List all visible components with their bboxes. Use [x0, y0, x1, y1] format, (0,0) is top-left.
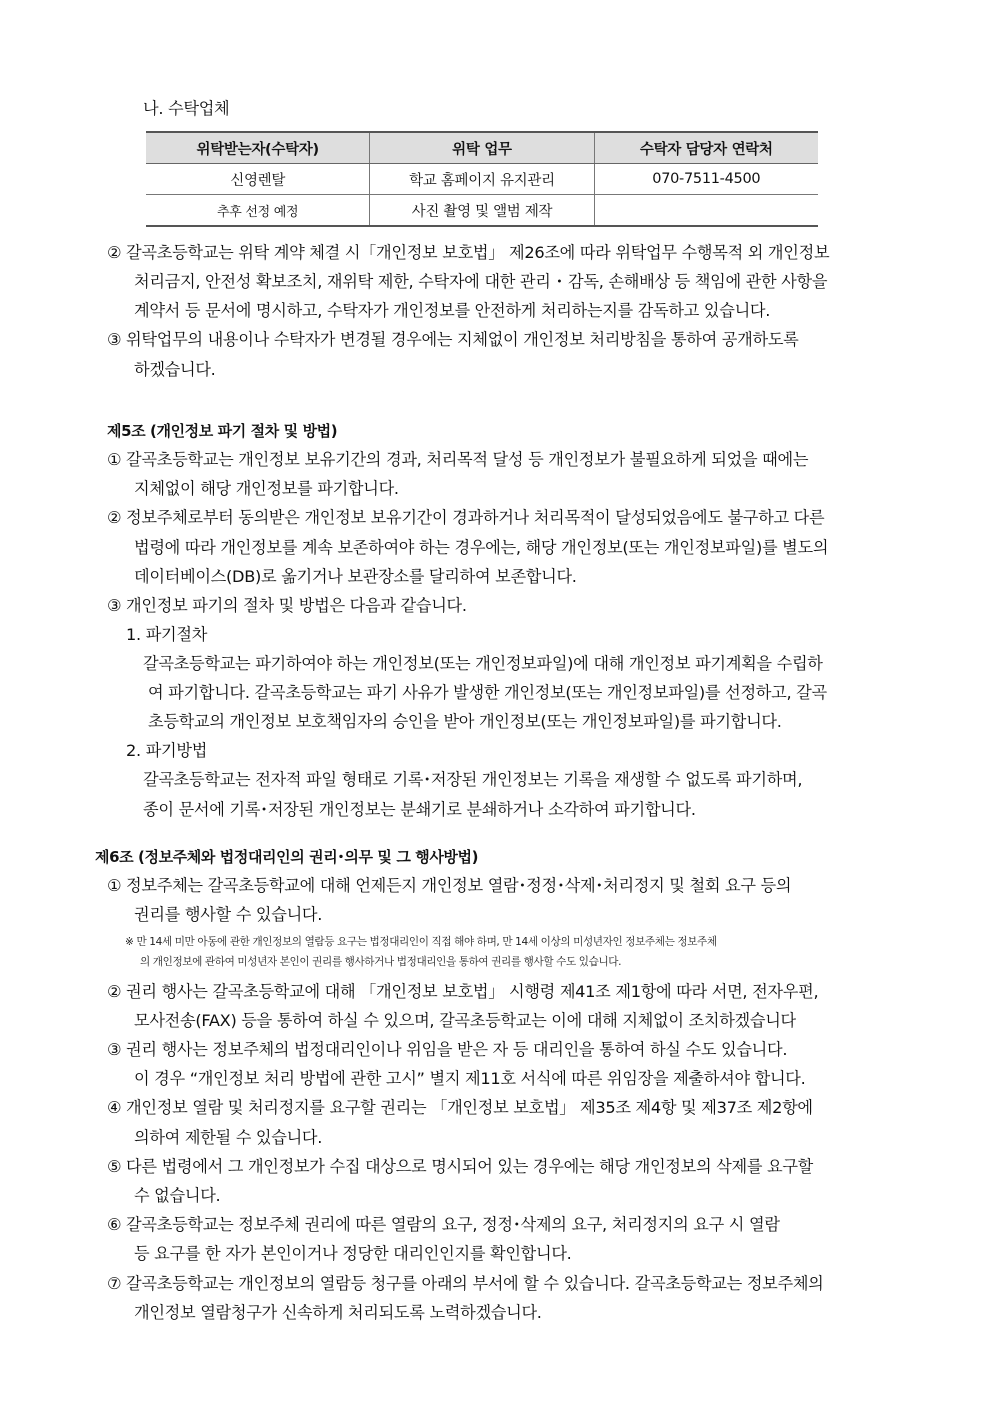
paragraph-line: 개인정보 열람청구가 신속하게 처리되도록 노력하겠습니다. — [134, 1303, 542, 1322]
table-cell — [594, 195, 818, 227]
table-header-row — [146, 132, 818, 164]
sub-heading: 2. 파기방법 — [126, 741, 208, 760]
article-5-heading: 제5조 (개인정보 파기 절차 및 방법) — [107, 422, 338, 440]
paragraph-line: ① 정보주체는 갈곡초등학교에 대해 언제든지 개인정보 열람･정정･삭제･처리정지 및 철회 요구 등의 — [107, 876, 792, 895]
paragraph-line: ⑦ 갈곡초등학교는 개인정보의 열람등 청구를 아래의 부서에 할 수 있습니다. 갈곡초등학교는 정보주체의 — [107, 1274, 824, 1293]
paragraph-line: ⑥ 갈곡초등학교는 정보주체 권리에 따른 열람의 요구, 정정･삭제의 요구, 처리정지의 요구 시 열람 — [107, 1215, 780, 1234]
table-cell: 학교 홈페이지 유지관리 — [370, 164, 594, 195]
table-header-cell: 위탁 업무 — [370, 132, 594, 164]
paragraph-line: ⑤ 다른 법령에서 그 개인정보가 수집 대상으로 명시되어 있는 경우에는 해당 개인정보의 삭제를 요구할 — [107, 1157, 814, 1176]
note-line: ※ 만 14세 미만 아동에 관한 개인정보의 열람등 요구는 법정대리인이 직접 해야 하며, 만 14세 이상의 미성년자인 정보주체는 정보주체 — [125, 936, 717, 948]
paragraph-line: 데이터베이스(DB)로 옮기거나 보관장소를 달리하여 보존합니다. — [134, 567, 577, 586]
note-line: 의 개인정보에 관하여 미성년자 본인이 권리를 행사하거나 법정대리인을 통하여 권리를 행사할 수도 있습니다. — [140, 956, 622, 968]
paragraph-line: ④ 개인정보 열람 및 처리정지를 요구할 권리는 「개인정보 보호법」 제35조 제4항 및 제37조 제2항에 — [107, 1098, 813, 1117]
paragraph-line: ③ 개인정보 파기의 절차 및 방법은 다음과 같습니다. — [107, 596, 467, 615]
paragraph-line: ② 정보주체로부터 동의받은 개인정보 보유기간이 경과하거나 처리목적이 달성되었음에도 불구하고 다른 — [107, 508, 825, 527]
paragraph-line: ③ 위탁업무의 내용이나 수탁자가 변경될 경우에는 지체없이 개인정보 처리방침을 통하여 공개하도록 — [107, 330, 799, 349]
paragraph-line: 수 없습니다. — [134, 1186, 221, 1205]
paragraph-line: 등 요구를 한 자가 본인이거나 정당한 대리인인지를 확인합니다. — [134, 1244, 572, 1263]
paragraph-line: 의하여 제한될 수 있습니다. — [134, 1128, 323, 1147]
paragraph-line: 갈곡초등학교는 파기하여야 하는 개인정보(또는 개인정보파일)에 대해 개인정보 파기계획을 수립하 — [143, 654, 823, 673]
table-cell: 사진 촬영 및 앨범 제작 — [370, 195, 594, 227]
paragraph-line: 종이 문서에 기록･저장된 개인정보는 분쇄기로 분쇄하거나 소각하여 파기합니다. — [143, 800, 696, 819]
paragraph-line: ② 갈곡초등학교는 위탁 계약 체결 시「개인정보 보호법」 제26조에 따라 위탁업무 수행목적 외 개인정보 — [107, 243, 830, 262]
sub-heading: 1. 파기절차 — [126, 625, 208, 644]
paragraph-line: 여 파기합니다. 갈곡초등학교는 파기 사유가 발생한 개인정보(또는 개인정보파일)를 선정하고, 갈곡 — [148, 683, 827, 702]
table-cell: 추후 선정 예정 — [146, 195, 370, 227]
article-6-heading: 제6조 (정보주체와 법정대리인의 권리･의무 및 그 행사방법) — [95, 848, 479, 866]
paragraph-line: ① 갈곡초등학교는 개인정보 보유기간의 경과, 처리목적 달성 등 개인정보가 불필요하게 되었을 때에는 — [107, 450, 809, 469]
paragraph-line: 초등학교의 개인정보 보호책임자의 승인을 받아 개인정보(또는 개인정보파일)를 파기합니다. — [148, 712, 782, 731]
paragraph-line: ② 권리 행사는 갈곡초등학교에 대해 「개인정보 보호법」 시행령 제41조 제1항에 따라 서면, 전자우편, — [107, 982, 819, 1001]
paragraph-line: 권리를 행사할 수 있습니다. — [134, 905, 323, 924]
table-header-cell: 수탁자 담당자 연락처 — [594, 132, 818, 164]
paragraph-line: 지체없이 해당 개인정보를 파기합니다. — [134, 479, 399, 498]
table-header-cell: 위탁받는자(수탁자) — [146, 132, 370, 164]
table-row — [146, 164, 818, 195]
paragraph-line: ③ 권리 행사는 정보주체의 법정대리인이나 위임을 받은 자 등 대리인을 통하여 하실 수도 있습니다. — [107, 1040, 788, 1059]
paragraph-line: 처리금지, 안전성 확보조치, 재위탁 제한, 수탁자에 대한 관리 ･ 감독, 손해배상 등 책임에 관한 사항을 — [134, 272, 828, 291]
contractor-table — [146, 131, 818, 227]
table-row — [146, 195, 818, 227]
paragraph-line: 하겠습니다. — [134, 360, 216, 379]
paragraph-line: 모사전송(FAX) 등을 통하여 하실 수 있으며, 갈곡초등학교는 이에 대해 지체없이 조치하겠습니다 — [134, 1011, 796, 1030]
table-cell: 신영렌탈 — [146, 164, 370, 195]
paragraph-line: 법령에 따라 개인정보를 계속 보존하여야 하는 경우에는, 해당 개인정보(또는 개인정보파일)를 별도의 — [134, 538, 829, 557]
table-cell: 070-7511-4500 — [594, 164, 818, 195]
paragraph-line: 갈곡초등학교는 전자적 파일 형태로 기록･저장된 개인정보는 기록을 재생할 수 없도록 파기하며, — [143, 770, 803, 789]
paragraph-line: 계약서 등 문서에 명시하고, 수탁자가 개인정보를 안전하게 처리하는지를 감독하고 있습니다. — [134, 301, 771, 320]
paragraph-line: 이 경우 “개인정보 처리 방법에 관한 고시” 별지 제11호 서식에 따른 위임장을 제출하셔야 합니다. — [134, 1069, 806, 1088]
section-title-contractors: 나. 수탁업체 — [143, 99, 230, 118]
